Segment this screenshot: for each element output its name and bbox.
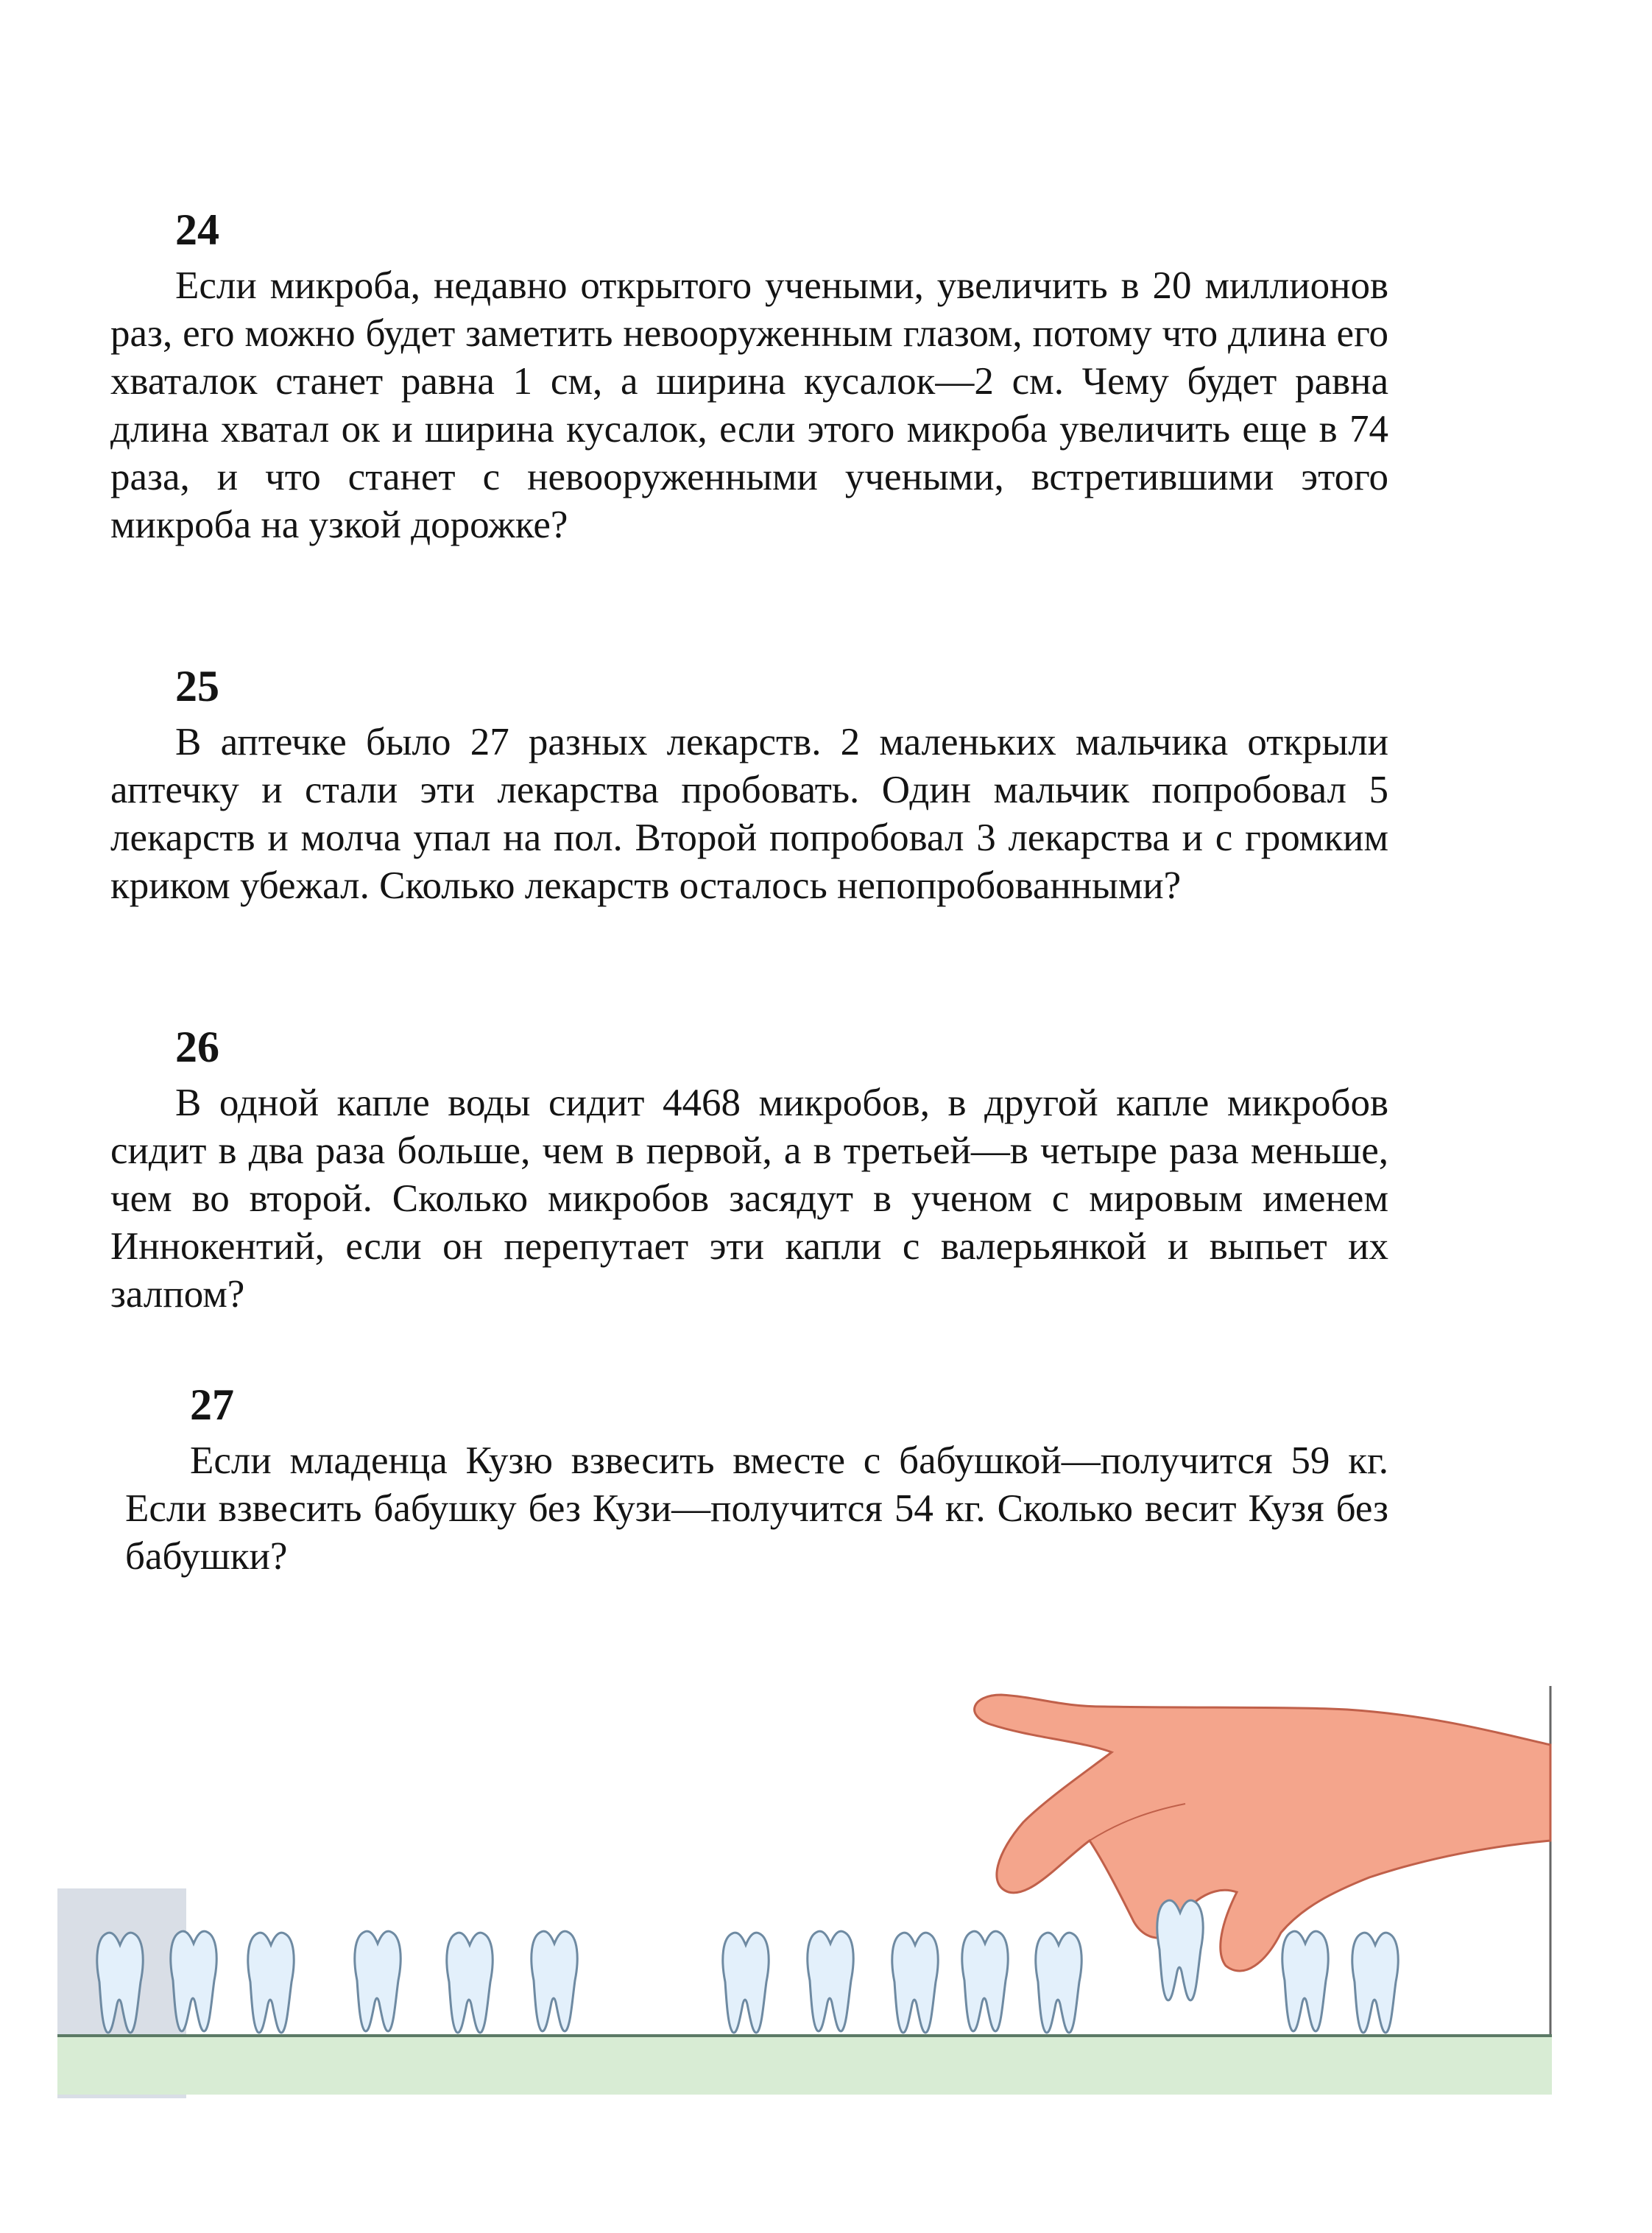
problem-text: Если микроба, недавно открытого учеными, увеличить в 20 миллионов раз, его можно будет заметить невооруженным глазом, потому что длина его хваталок станет равна 1 см, а ширина кусалок—2 см. Чему будет равна длина хватал ок и ширина кусалок, если этого микроба увеличить еще в 74 раза, и что станет с невооруженными учеными, встретившими этого микроба на узкой дорожке? [110,264,1388,546]
tooth [171,1931,216,2031]
hand-picking-tooth-icon [0,1664,1652,2120]
tooth [355,1931,400,2031]
tooth [1282,1931,1328,2031]
problem-text: Если младенца Кузю взвесить вместе с бабушкой—получится 59 кг. Если взвесить бабушку без Кузи—получится 54 кг. Сколько весит Кузя без бабушки? [125,1439,1388,1578]
shelf [57,2036,1552,2095]
tooth [892,1933,938,2033]
problem-number: 24 [175,205,219,254]
tooth [248,1933,294,2033]
problem-number: 27 [190,1380,234,1429]
problem-text: В одной капле воды сидит 4468 микробов, в другой капле микробов сидит в два раза больше, чем в первой, а в третьей—в четыре раза меньше, чем во второй. Сколько микробов засядут в ученом с мировым именем Иннокентий, если он перепутает эти капли с валерьянкой и выпьет их залпом? [110,1082,1388,1316]
tooth [1352,1933,1398,2033]
problem-25 [110,664,1388,910]
problem-27 [125,1380,1388,1581]
problem-number: 26 [175,1023,219,1071]
tooth [1036,1933,1081,2033]
tooth [962,1931,1008,2031]
tooth [723,1933,769,2033]
problem-26 [110,1025,1388,1319]
hand [975,1695,1550,1971]
tooth [808,1931,853,2031]
problem-24 [110,205,1388,549]
problem-text: В аптечке было 27 разных лекарств. 2 маленьких мальчика открыли аптечку и стали эти лекарства пробовать. Один мальчик попробовал 5 лекарств и молча упал на пол. Второй попробовал 3 лекарства и с громким криком убежал. Сколько лекарств осталось непопробованными? [110,721,1388,907]
held-tooth [1157,1900,1203,2000]
tooth [532,1931,577,2031]
problem-number: 25 [175,662,219,710]
tooth [447,1933,493,2033]
